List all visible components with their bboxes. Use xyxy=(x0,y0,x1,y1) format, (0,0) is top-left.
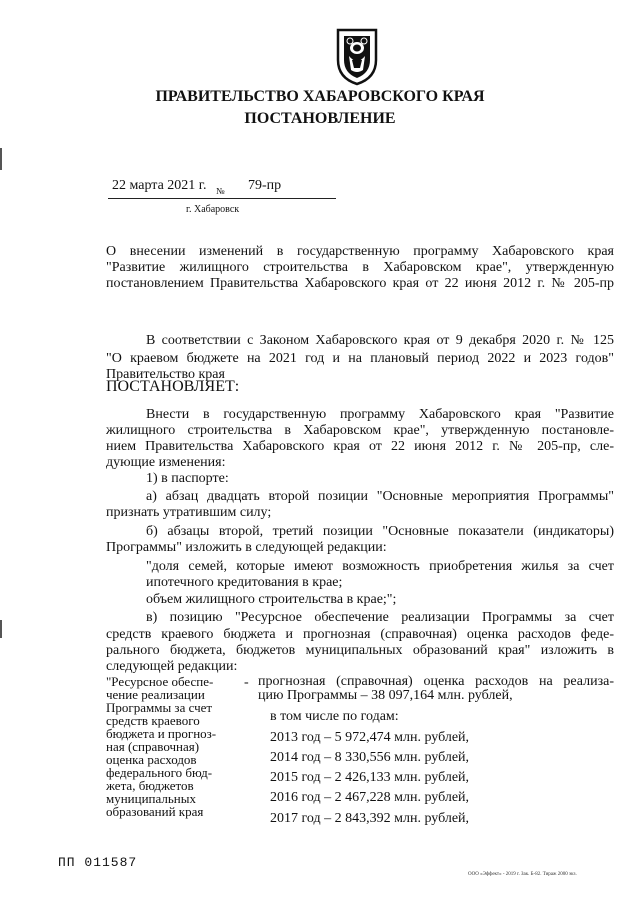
body-line: 1) в паспорте: xyxy=(146,471,229,486)
table-left-line: средств краевого xyxy=(106,713,200,728)
table-dash: - xyxy=(244,675,249,690)
coat-of-arms-emblem xyxy=(332,26,382,86)
body-line: жилищного строительства в Хабаровском крае", утвержденную постановле- xyxy=(106,423,614,438)
table-year-row: 2013 год – 5 972,474 млн. рублей, xyxy=(270,730,470,745)
table-year-row: 2014 год – 8 330,556 млн. рублей, xyxy=(270,750,470,765)
city-label: г. Хабаровск xyxy=(186,204,240,215)
table-left-line: образований края xyxy=(106,804,204,819)
title-line: постановлением Правительства Хабаровского края от 22 июня 2012 г. № 205-пр xyxy=(106,276,614,291)
table-year-row: 2015 год – 2 426,133 млн. рублей, xyxy=(270,770,470,785)
title-line: О внесении изменений в государственную программу Хабаровского края xyxy=(106,244,614,259)
body-line: ипотечного кредитования в крае; xyxy=(146,575,343,590)
body-line: средств краевого бюджета и прогнозная (справочная) оценка расходов феде- xyxy=(106,627,614,642)
document-type: ПОСТАНОВЛЕНИЕ xyxy=(244,110,396,127)
body-line: объем жилищного строительства в крае;"; xyxy=(146,592,397,607)
table-left-line: жета, бюджетов xyxy=(106,778,194,793)
preamble-line: "О краевом бюджете на 2021 год и на плановый период 2022 и 2023 годов" xyxy=(106,351,614,366)
printer-imprint: ООО «Эффект» - 2019 г. Зак. Б-82. Тираж 2000 экз. xyxy=(468,872,577,877)
table-left-line: "Ресурсное обеспе- xyxy=(106,674,214,689)
scan-margin-mark xyxy=(0,148,2,170)
table-left-line: оценка расходов xyxy=(106,752,197,767)
body-line: дующие изменения: xyxy=(106,455,226,470)
date-number-underline xyxy=(108,198,336,199)
body-line: рального бюджета, бюджетов муниципальных образований края" изложить в xyxy=(106,643,614,658)
table-right-intro-line: прогнозная (справочная) оценка расходов на реализа- xyxy=(258,674,614,689)
document-date: 22 марта 2021 г. xyxy=(112,178,207,193)
body-line: б) абзацы второй, третий позиции "Основные показатели (индикаторы) xyxy=(146,524,614,539)
body-line: следующей редакции: xyxy=(106,659,238,674)
table-left-line: муниципальных xyxy=(106,791,197,806)
document-number: 79-пр xyxy=(248,178,282,193)
body-line: Внести в государственную программу Хабаровского края "Развитие xyxy=(146,407,614,422)
decree-word: ПОСТАНОВЛЯЕТ: xyxy=(106,378,240,395)
table-year-row: 2017 год – 2 843,392 млн. рублей, xyxy=(270,811,470,826)
table-left-line: ная (справочная) xyxy=(106,739,200,754)
table-right-subheader: в том числе по годам: xyxy=(270,709,399,724)
table-left-line: чение реализации xyxy=(106,687,205,702)
body-line: Программы" изложить в следующей редакции: xyxy=(106,540,387,555)
table-year-row: 2016 год – 2 467,228 млн. рублей, xyxy=(270,790,470,805)
form-serial-code: ПП 011587 xyxy=(58,855,138,870)
body-line: "доля семей, которые имеют возможность приобретения жилья за счет xyxy=(146,559,614,574)
table-left-line: федерального бюд- xyxy=(106,765,213,780)
number-label: № xyxy=(216,186,225,196)
table-left-line: бюджета и прогноз- xyxy=(106,726,217,741)
body-line: признать утратившим силу; xyxy=(106,505,272,520)
preamble-line: Правительство края xyxy=(106,367,225,382)
preamble-line: В соответствии с Законом Хабаровского края от 9 декабря 2020 г. № 125 xyxy=(146,333,614,348)
organization-title: ПРАВИТЕЛЬСТВО ХАБАРОВСКОГО КРАЯ xyxy=(155,88,485,105)
title-line: "Развитие жилищного строительства в Хабаровском крае", утвержденную xyxy=(106,260,614,275)
table-right-intro-line: цию Программы – 38 097,164 млн. рублей, xyxy=(258,688,513,703)
body-line: а) абзац двадцать второй позиции "Основные мероприятия Программы" xyxy=(146,489,614,504)
body-line: в) позицию "Ресурсное обеспечение реализации Программы за счет xyxy=(146,610,614,625)
resource-table-left-cell xyxy=(106,675,231,818)
scan-margin-mark xyxy=(0,620,2,638)
table-left-line: Программы за счет xyxy=(106,700,213,715)
body-line: нием Правительства Хабаровского края от 22 июня 2012 г. № 205-пр, сле- xyxy=(106,439,614,454)
